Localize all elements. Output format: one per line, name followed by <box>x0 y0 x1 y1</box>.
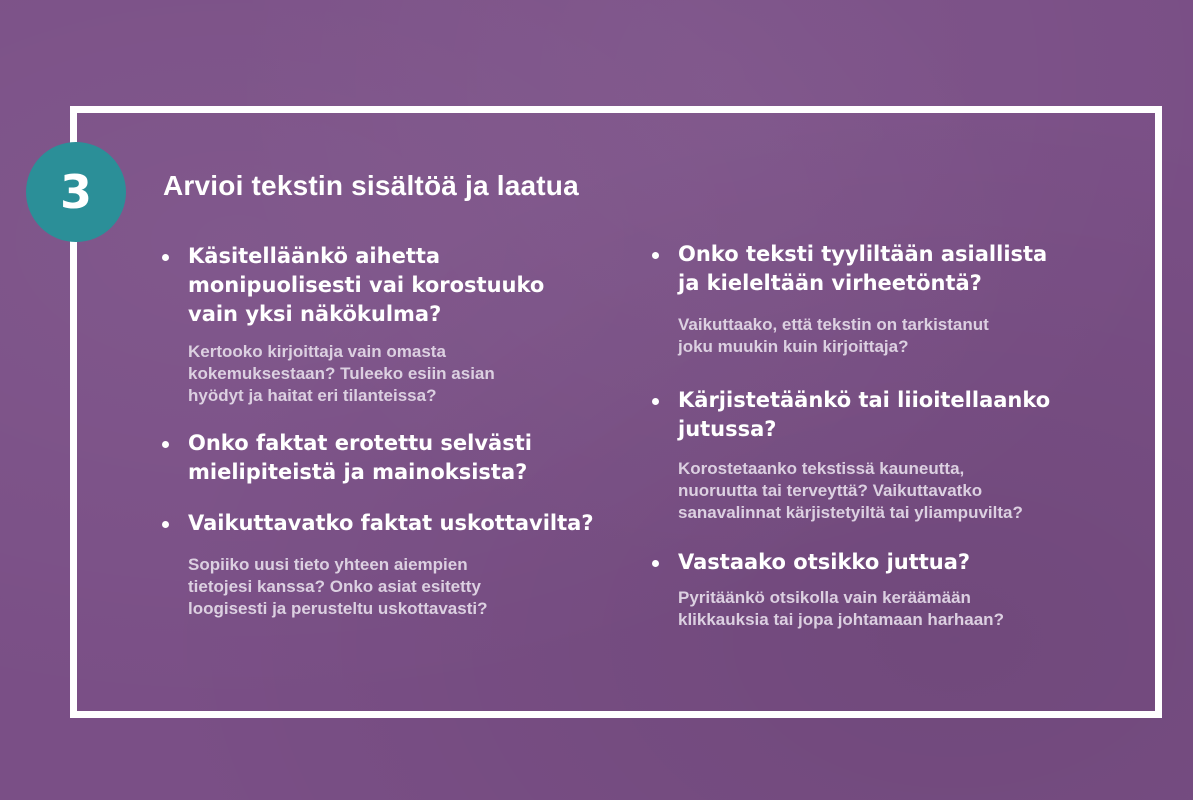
question-line: monipuolisesti vai korostuuko <box>188 273 545 297</box>
question-line: mielipiteistä ja mainoksista? <box>188 460 528 484</box>
list-item <box>160 509 600 620</box>
step-number: 3 <box>59 165 92 219</box>
page-title: Arvioi tekstin sisältöä ja laatua <box>163 170 579 201</box>
detail <box>650 587 1110 631</box>
question-line: Kärjistetäänkö tai liioitellaanko <box>678 388 1051 412</box>
bullet-icon <box>162 254 169 261</box>
detail-line: nuoruutta tai terveyttä? Vaikuttavatko <box>678 481 983 500</box>
list-item <box>650 386 1110 524</box>
detail-line: Kertooko kirjoittaja vain omasta <box>188 342 446 361</box>
list-item <box>650 548 1110 631</box>
question-line: Vastaako otsikko juttua? <box>678 550 971 574</box>
detail-line: klikkauksia tai jopa johtamaan harhaan? <box>678 610 1004 629</box>
detail-line: tietojesi kanssa? Onko asiat esitetty <box>188 577 481 596</box>
list-item <box>160 429 600 487</box>
detail-line: joku muukin kuin kirjoittaja? <box>678 337 909 356</box>
question <box>160 509 600 538</box>
detail-line: sanavalinnat kärjistetyiltä tai yliampuvilta? <box>678 503 1023 522</box>
right-column <box>650 240 1110 651</box>
question-line: Onko faktat erotettu selvästi <box>188 431 532 455</box>
left-column <box>160 242 600 640</box>
question-line: Vaikuttavatko faktat uskottavilta? <box>188 511 594 535</box>
detail-line: hyödyt ja haitat eri tilanteissa? <box>188 386 437 405</box>
detail-line: Vaikuttaako, että tekstin on tarkistanut <box>678 315 989 334</box>
question-line: Käsitelläänkö aihetta <box>188 244 441 268</box>
bullet-icon <box>652 252 659 259</box>
detail-line: loogisesti ja perusteltu uskottavasti? <box>188 599 488 618</box>
question <box>160 242 600 329</box>
detail-line: Sopiiko uusi tieto yhteen aiempien <box>188 555 468 574</box>
detail-line: Korostetaanko tekstissä kauneutta, <box>678 459 965 478</box>
detail <box>160 554 600 620</box>
detail-line: Pyritäänkö otsikolla vain keräämään <box>678 588 971 607</box>
question <box>650 548 1110 577</box>
question <box>160 429 600 487</box>
bullet-icon <box>652 398 659 405</box>
detail <box>160 341 600 407</box>
bullet-icon <box>162 441 169 448</box>
question-line: jutussa? <box>678 417 777 441</box>
step-number-badge <box>26 142 126 242</box>
question-line: Onko teksti tyyliltään asiallista <box>678 242 1048 266</box>
detail <box>650 314 1110 358</box>
detail <box>650 458 1110 524</box>
bullet-icon <box>652 560 659 567</box>
question-line: ja kieleltään virheetöntä? <box>678 271 982 295</box>
detail-line: kokemuksestaan? Tuleeko esiin asian <box>188 364 495 383</box>
bullet-icon <box>162 521 169 528</box>
list-item <box>160 242 600 407</box>
question <box>650 240 1110 298</box>
question <box>650 386 1110 444</box>
list-item <box>650 240 1110 358</box>
question-line: vain yksi näkökulma? <box>188 302 442 326</box>
